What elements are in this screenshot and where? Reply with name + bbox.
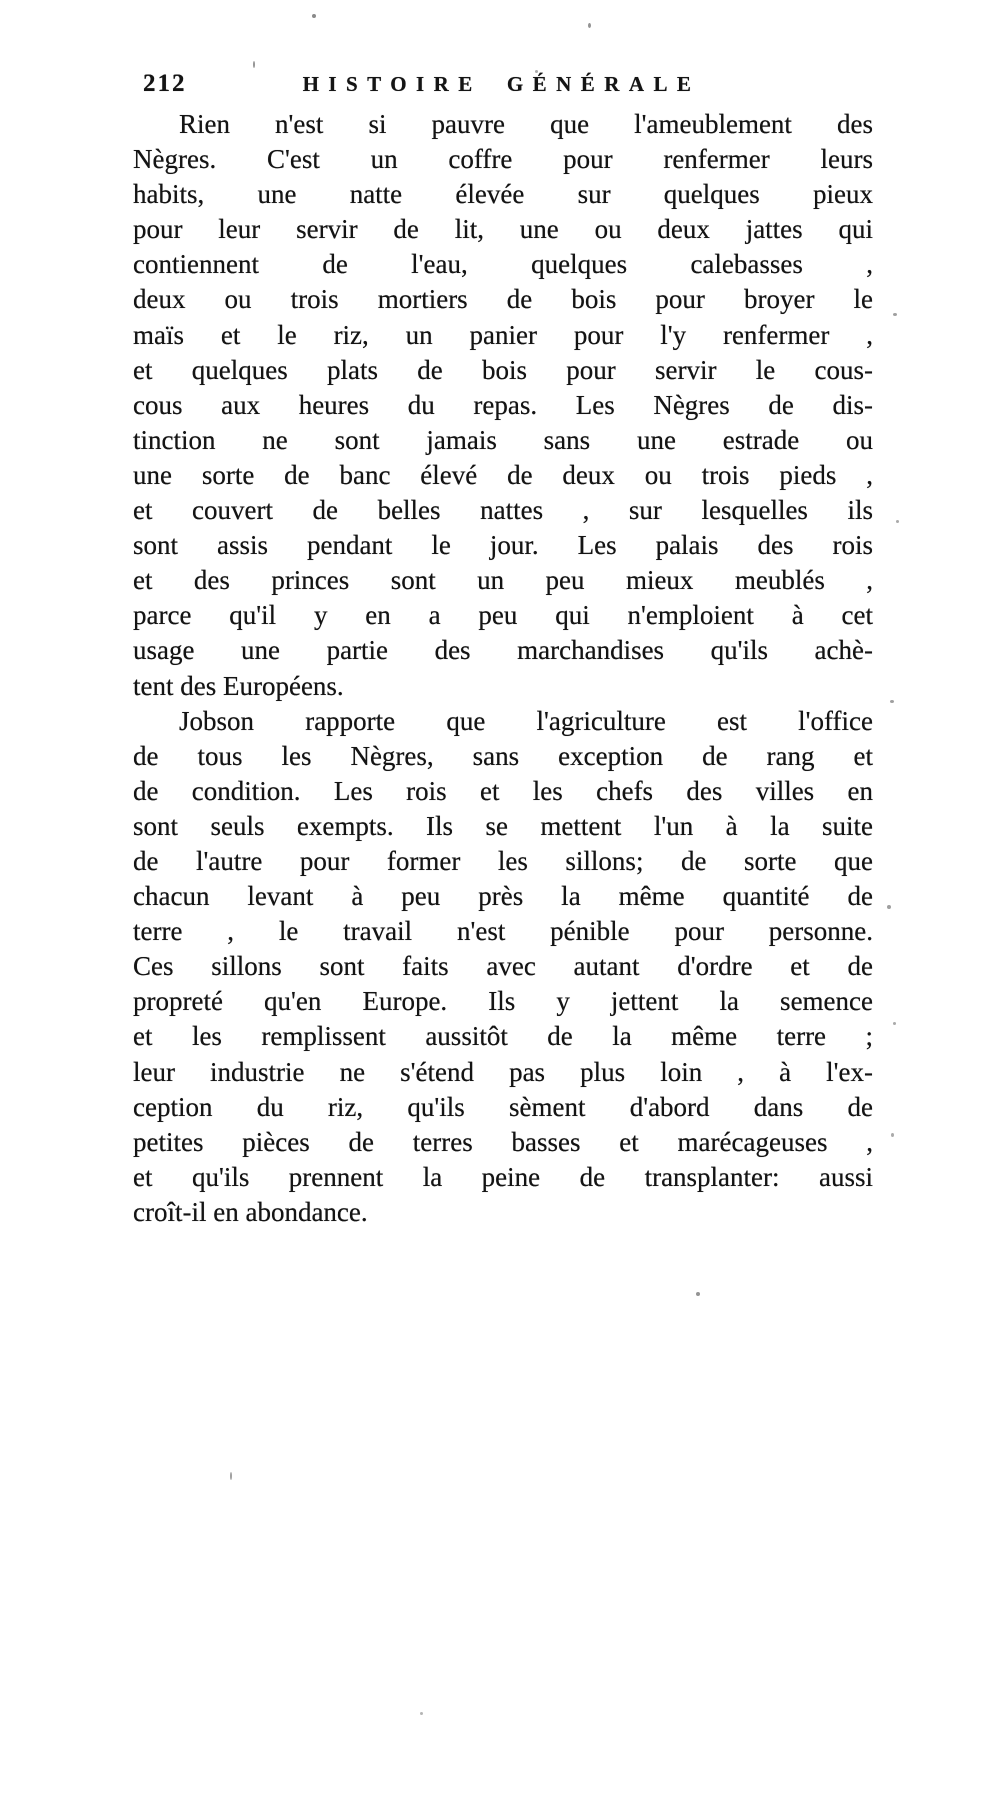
- ink-speck: [893, 313, 897, 316]
- text-line: Ces sillons sont faits avec autant d'ordre et de: [133, 951, 873, 982]
- ink-speck: [696, 1292, 700, 1296]
- text-line: propreté qu'en Europe. Ils y jettent la semence: [133, 986, 873, 1017]
- text-line: et les remplissent aussitôt de la même terre ;: [133, 1021, 873, 1052]
- text-line: Jobson rapporte que l'agriculture est l'office: [179, 705, 873, 736]
- ink-speck: [253, 61, 255, 68]
- ink-speck: [896, 520, 899, 523]
- text-line: et qu'ils prennent la peine de transplanter: aussi: [133, 1161, 873, 1192]
- text-line: pour leur servir de lit, une ou deux jattes qui: [133, 214, 873, 245]
- ink-speck: [891, 1133, 894, 1137]
- page-header: [133, 62, 870, 102]
- text-line: de tous les Nègres, sans exception de rang et: [133, 740, 873, 771]
- ink-speck: [420, 1712, 423, 1715]
- text-line: terre , le travail n'est pénible pour personne.: [133, 916, 873, 947]
- text-line: croît-il en abondance.: [133, 1196, 368, 1227]
- text-line: maïs et le riz, un panier pour l'y renfermer ,: [133, 319, 873, 350]
- text-block: [133, 107, 873, 1230]
- ink-speck: [890, 700, 894, 703]
- text-line: contiennent de l'eau, quelques calebasses ,: [133, 249, 873, 280]
- text-line: tinction ne sont jamais sans une estrade ou: [133, 424, 873, 455]
- text-line: leur industrie ne s'étend pas plus loin , à l'ex-: [133, 1056, 873, 1087]
- text-line: Nègres. C'est un coffre pour renfermer leurs: [133, 144, 873, 175]
- text-line: usage une partie des marchandises qu'ils achè-: [133, 635, 873, 666]
- text-line: ception du riz, qu'ils sèment d'abord dans de: [133, 1091, 873, 1122]
- text-line: tent des Européens.: [133, 670, 344, 701]
- text-line: parce qu'il y en a peu qui n'emploient à cet: [133, 600, 873, 631]
- text-line: habits, une natte élevée sur quelques pieux: [133, 179, 873, 210]
- ink-speck: [893, 1022, 896, 1025]
- text-line: et quelques plats de bois pour servir le cous-: [133, 354, 873, 385]
- ink-speck: [535, 70, 538, 73]
- text-line: cous aux heures du repas. Les Nègres de dis-: [133, 389, 873, 420]
- ink-speck: [887, 905, 891, 909]
- text-line: de l'autre pour former les sillons; de sorte que: [133, 845, 873, 876]
- ink-speck: [230, 1472, 232, 1480]
- ink-speck: [312, 14, 316, 18]
- page-number: 212: [143, 70, 187, 97]
- text-line: une sorte de banc élevé de deux ou trois pieds ,: [133, 459, 873, 490]
- text-line: et couvert de belles nattes , sur lesquelles ils: [133, 495, 873, 526]
- text-line: petites pièces de terres basses et marécageuses ,: [133, 1126, 873, 1157]
- text-line: sont assis pendant le jour. Les palais des rois: [133, 530, 873, 561]
- text-line: deux ou trois mortiers de bois pour broyer le: [133, 284, 873, 315]
- ink-speck: [588, 23, 591, 28]
- text-line: Rien n'est si pauvre que l'ameublement des: [179, 109, 873, 139]
- text-line: chacun levant à peu près la même quantité de: [133, 881, 873, 912]
- paragraph: [133, 107, 873, 704]
- text-line: sont seuls exempts. Ils se mettent l'un à la suite: [133, 810, 873, 841]
- paragraph: [133, 704, 873, 1230]
- text-line: et des princes sont un peu mieux meublés ,: [133, 565, 873, 596]
- running-header-title: HISTOIRE GÉNÉRALE: [302, 72, 701, 96]
- text-line: de condition. Les rois et les chefs des villes en: [133, 775, 873, 806]
